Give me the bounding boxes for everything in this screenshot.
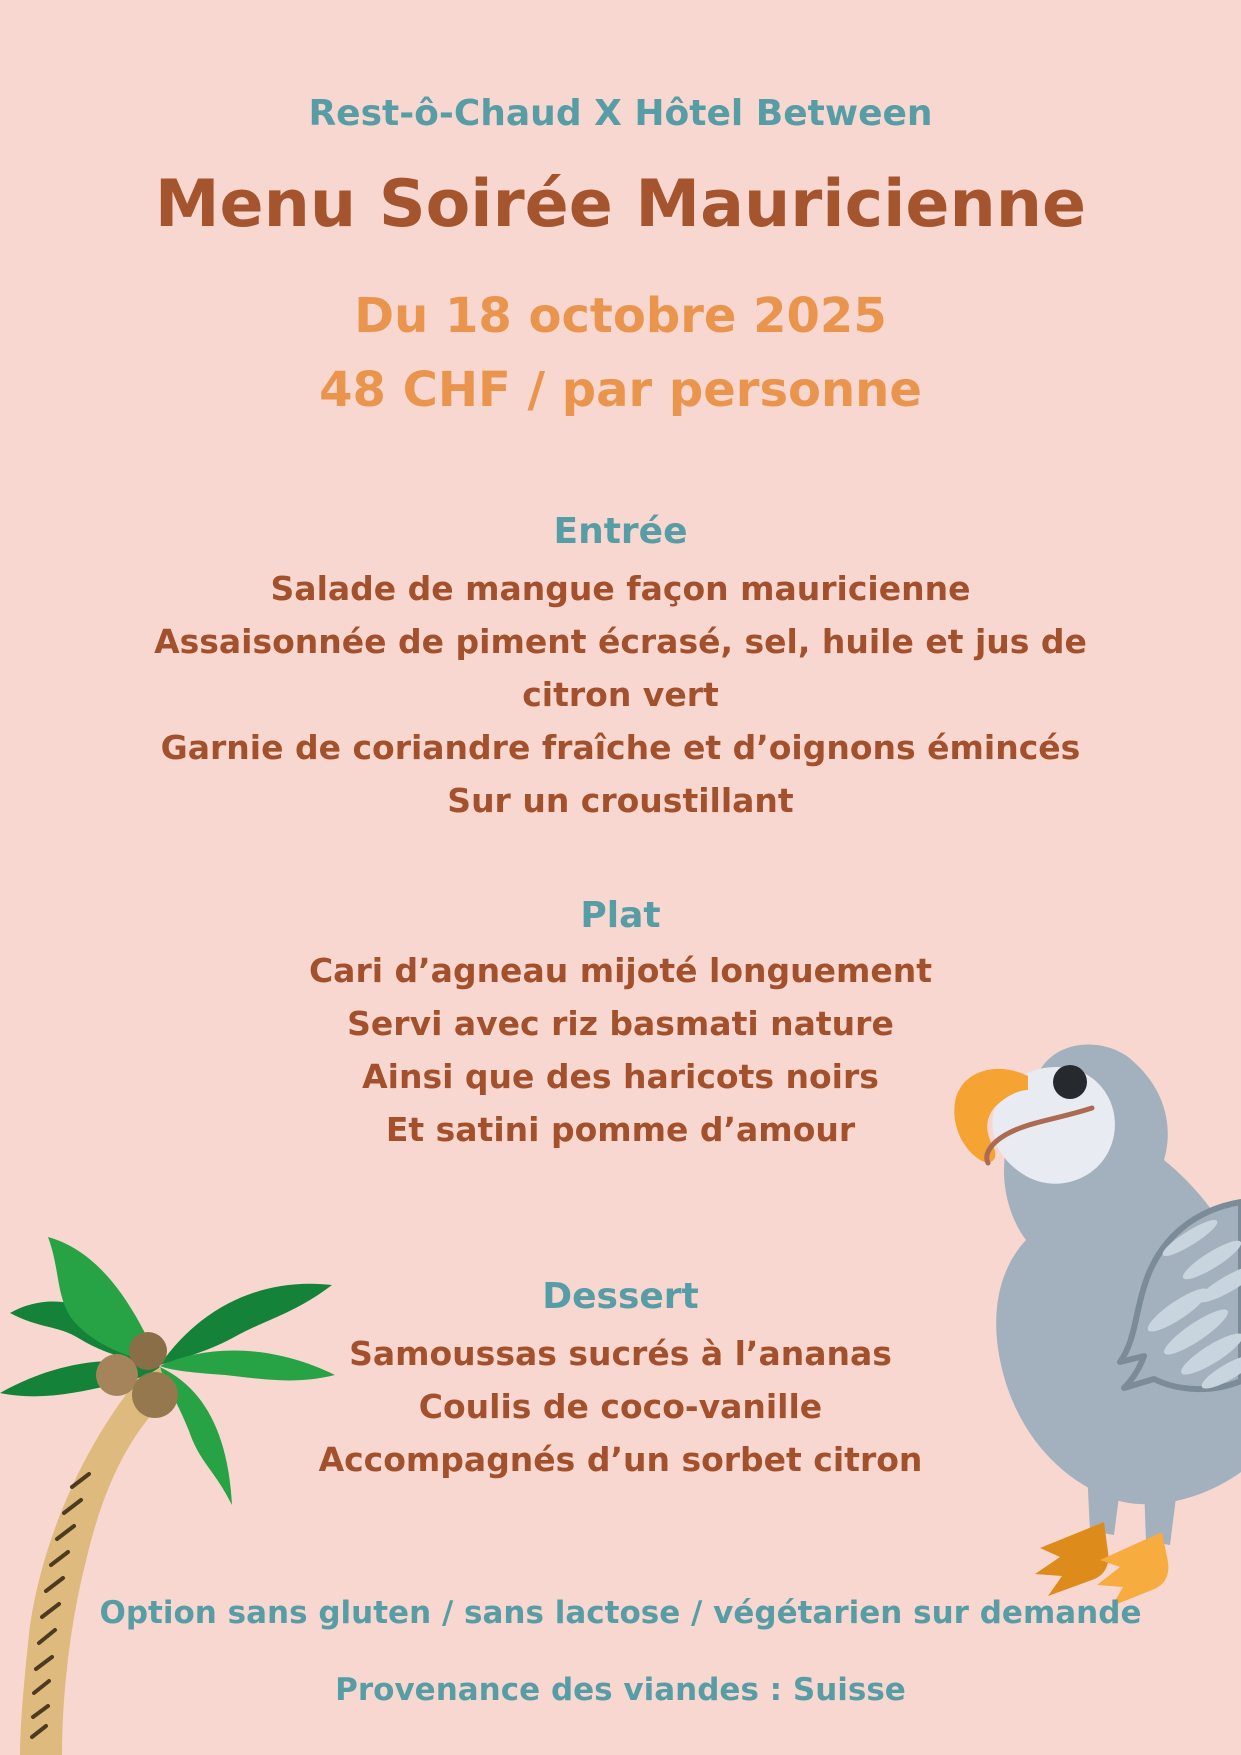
section-items-plat bbox=[0, 944, 1241, 1156]
menu-item: Ainsi que des haricots noirs bbox=[362, 1057, 879, 1096]
menu-item: Salade de mangue façon mauricienne bbox=[270, 569, 971, 608]
section-heading-plat: Plat bbox=[580, 895, 661, 936]
section-items-entree bbox=[0, 562, 1241, 827]
menu-item: Servi avec riz basmati nature bbox=[347, 1004, 894, 1043]
section-heading-entree: Entrée bbox=[553, 511, 688, 552]
meat-provenance-line: Provenance des viandes : Suisse bbox=[335, 1672, 906, 1708]
menu-title: Menu Soirée Mauricienne bbox=[154, 167, 1087, 242]
dietary-options-line: Option sans gluten / sans lactose / végétarien sur demande bbox=[99, 1595, 1142, 1631]
section-heading-dessert: Dessert bbox=[542, 1276, 699, 1317]
menu-item: Coulis de coco-vanille bbox=[418, 1387, 823, 1426]
menu-item: Et satini pomme d’amour bbox=[385, 1110, 856, 1149]
brand-line: Rest-ô-Chaud X Hôtel Between bbox=[308, 93, 933, 134]
menu-item: Assaisonnée de piment écrasé, sel, huile et jus de bbox=[154, 622, 1087, 661]
menu-item: Sur un croustillant bbox=[447, 781, 794, 820]
price-line: 48 CHF / par personne bbox=[319, 362, 922, 418]
menu-item: Cari d’agneau mijoté longuement bbox=[308, 951, 933, 990]
event-date: Du 18 octobre 2025 bbox=[354, 288, 887, 344]
menu-item: Samoussas sucrés à l’ananas bbox=[349, 1334, 892, 1373]
section-items-dessert bbox=[0, 1327, 1241, 1486]
menu-item: citron vert bbox=[522, 675, 719, 714]
menu-item: Garnie de coriandre fraîche et d’oignons émincés bbox=[160, 728, 1081, 767]
menu-item: Accompagnés d’un sorbet citron bbox=[318, 1440, 923, 1479]
